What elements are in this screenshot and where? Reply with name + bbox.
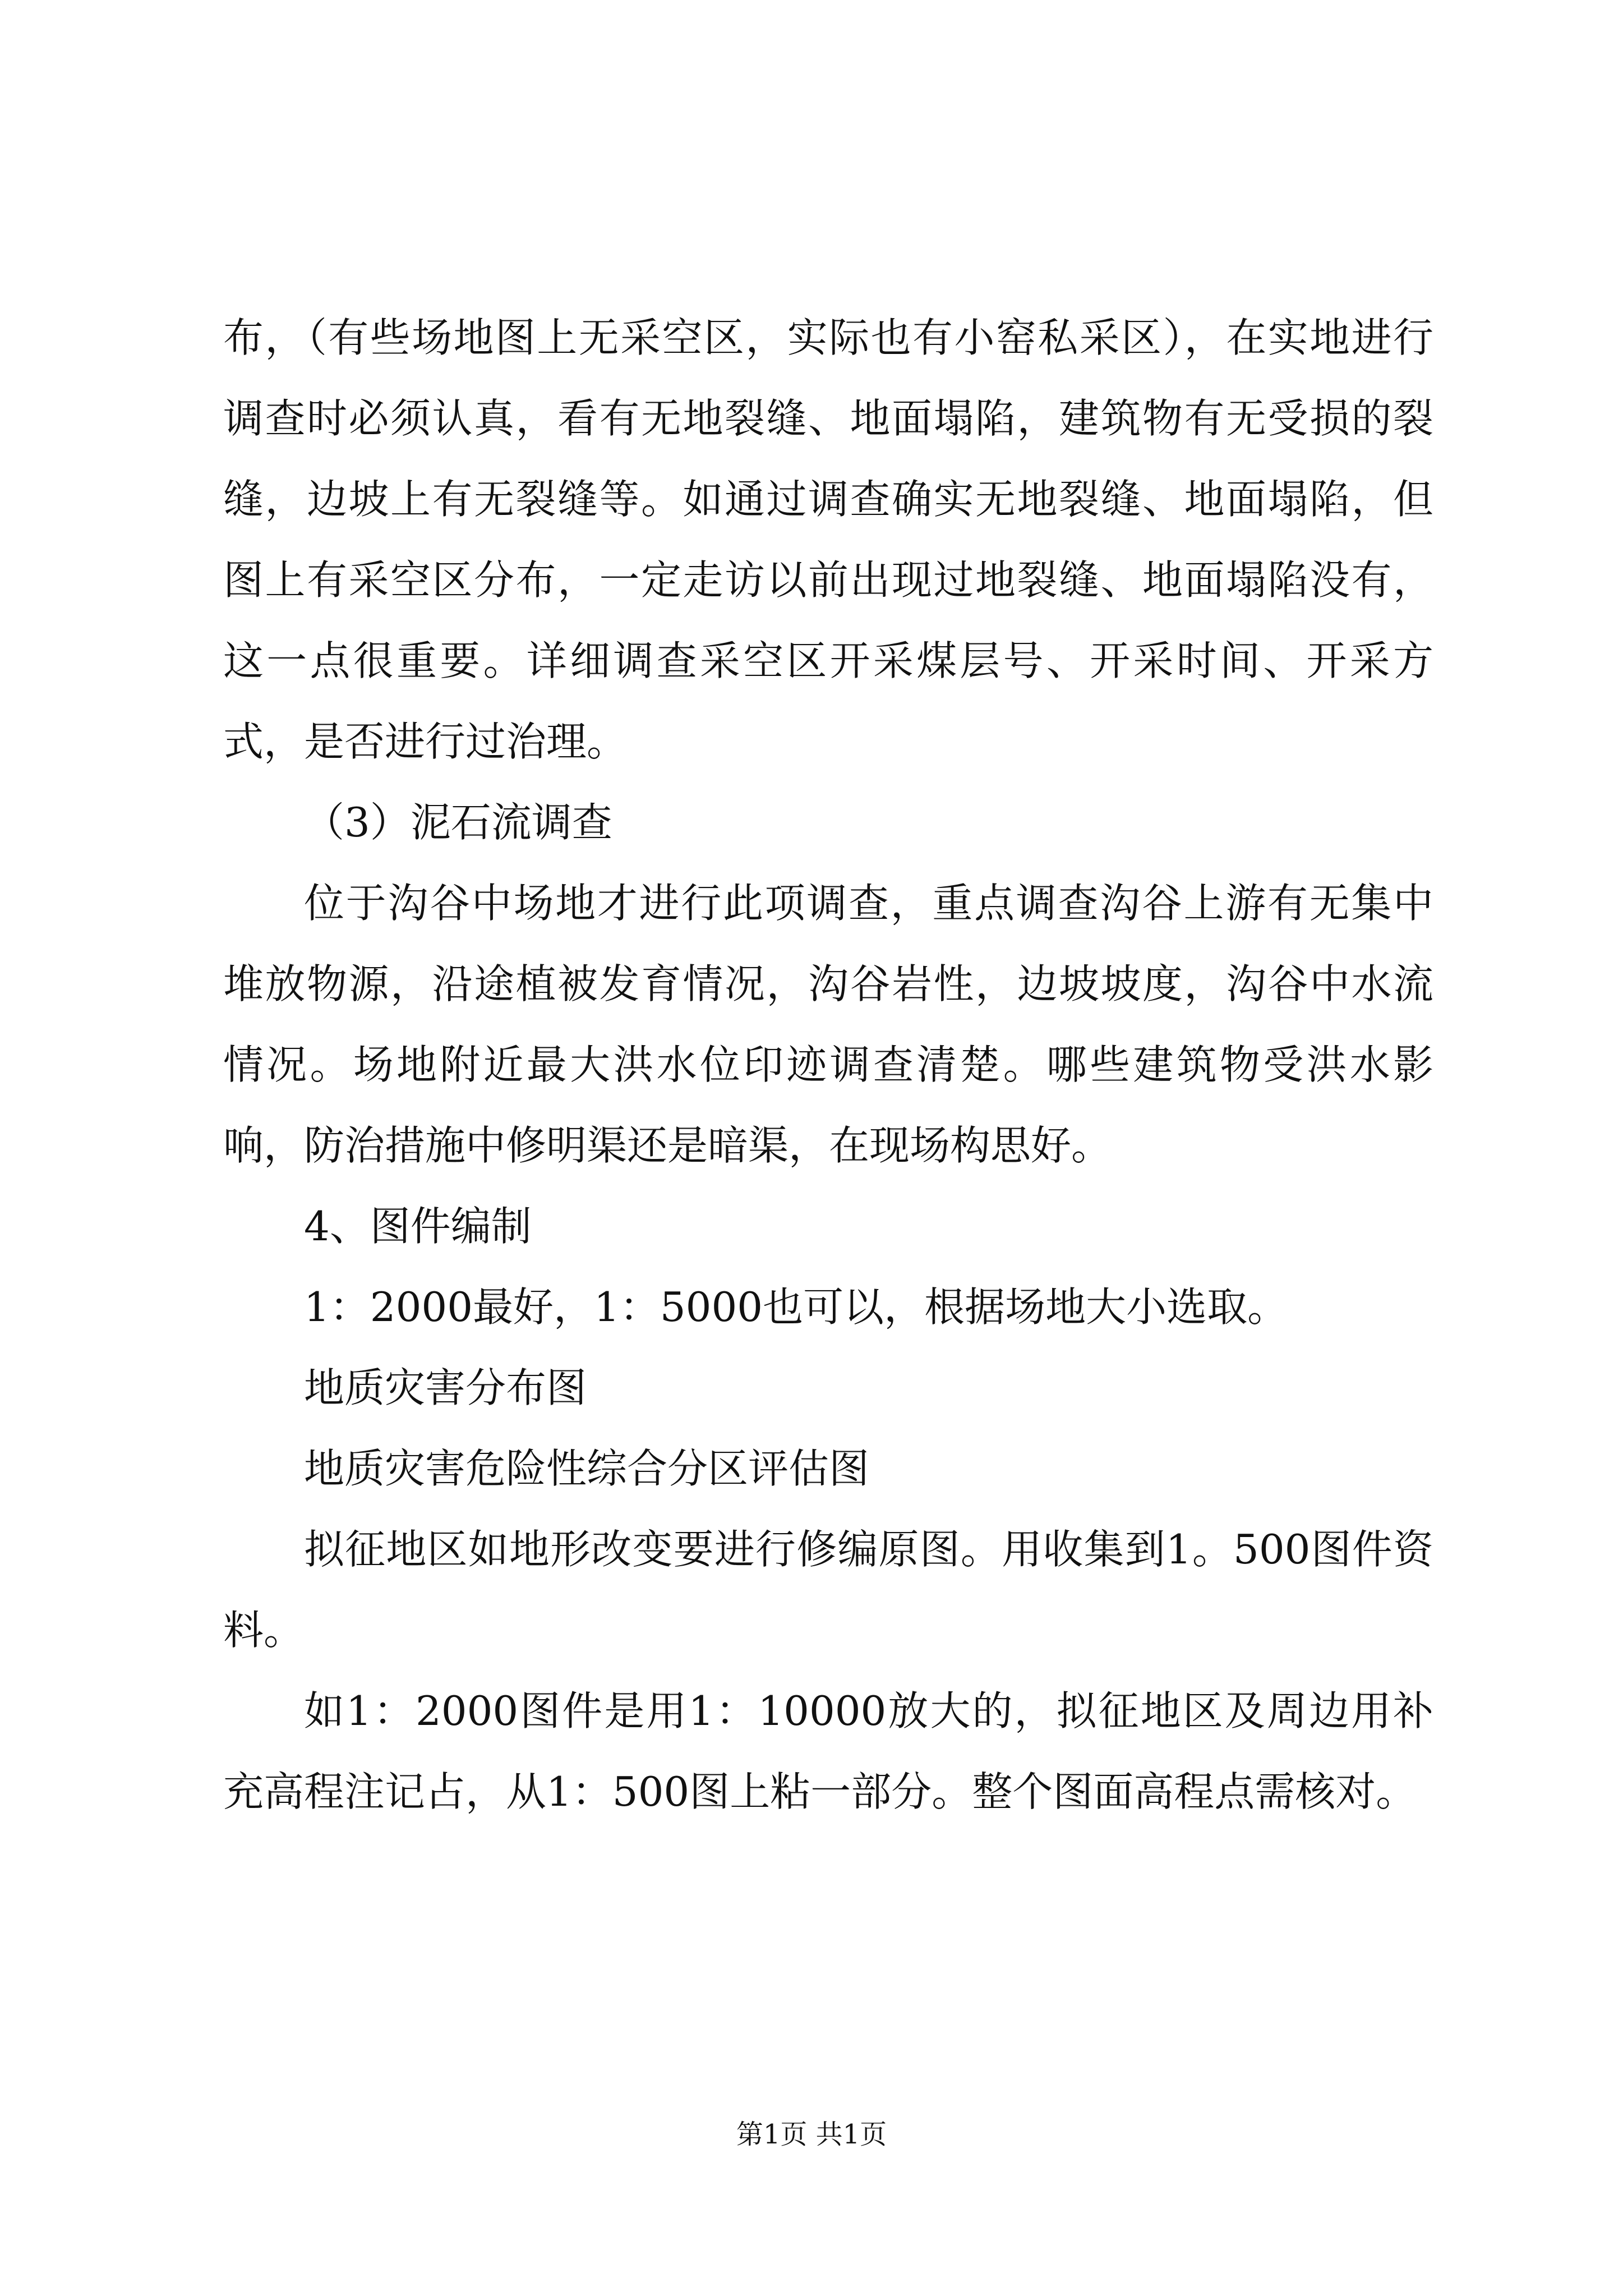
paragraph-zoning-map: 地质灾害危险性综合分区评估图 (304, 1445, 870, 1492)
paragraph-debris-flow: 位于沟谷中场地才进行此项调查，重点调查沟谷上游有无集中堆放物源，沿途植被发育情况，沟谷岩性，边坡坡度，沟谷中水流情况。场地附近最大洪水位印迹调查清楚。哪些建筑物受洪水影响，防治措施中修明渠还是暗渠，在现场构思好。 (223, 880, 1433, 1169)
paragraph-revision: 拟征地区如地形改变要进行修编原图。用收集到1。500图件资料。 (223, 1526, 1433, 1654)
page-footer: 第1页 共1页 (736, 2119, 887, 2150)
section-heading-map-compilation: 4、图件编制 (304, 1203, 532, 1250)
paragraph-continuation: 布，（有些场地图上无采空区，实际也有小窑私采区），在实地进行调查时必须认真，看有无地裂缝、地面塌陷，建筑物有无受损的裂缝，边坡上有无裂缝等。如通过调查确实无地裂缝、地面塌陷，但图上有采空区分布，一定走访以前出现过地裂缝、地面塌陷没有，这一点很重要。详细调查采空区开采煤层号、开采时间、开采方式，是否进行过治理。 (223, 314, 1433, 765)
document-body (223, 297, 1433, 1832)
paragraph-elevation: 如1：2000图件是用1：10000放大的，拟征地区及周边用补充高程注记占，从1：500图上粘一部分。整个图面高程点需核对。 (223, 1687, 1433, 1815)
section-heading-debris-flow: （3）泥石流调查 (304, 799, 612, 846)
paragraph-distribution-map: 地质灾害分布图 (304, 1364, 587, 1411)
paragraph-scale: 1：2000最好，1：5000也可以，根据场地大小选取。 (304, 1283, 1288, 1331)
